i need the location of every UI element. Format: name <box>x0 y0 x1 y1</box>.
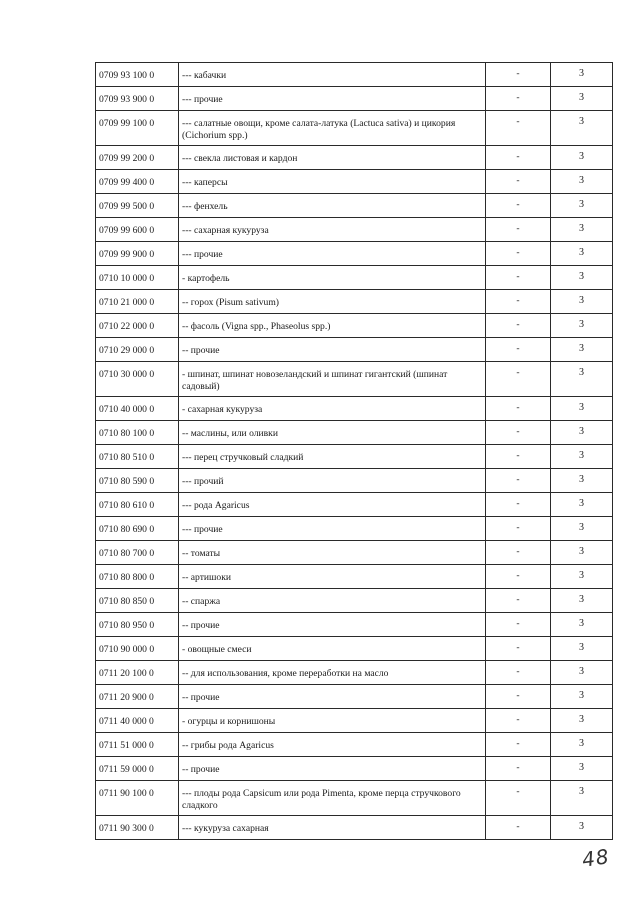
table-row <box>96 397 613 421</box>
tariff-code-cell: 0709 99 600 0 <box>96 218 179 242</box>
duty-cell: - <box>486 589 551 613</box>
duty-cell: - <box>486 314 551 338</box>
tariff-code-cell: 0710 10 000 0 <box>96 266 179 290</box>
description-cell: -- для использования, кроме переработки на масло <box>179 661 486 685</box>
description-cell: - овощные смеси <box>179 637 486 661</box>
rate-cell: 3 <box>551 87 613 111</box>
duty-cell: - <box>486 290 551 314</box>
rate-cell: 3 <box>551 637 613 661</box>
tariff-code-cell: 0710 80 850 0 <box>96 589 179 613</box>
tariff-code-cell: 0711 51 000 0 <box>96 733 179 757</box>
table-row <box>96 445 613 469</box>
tariff-table-body <box>96 63 613 840</box>
description-cell: -- фасоль (Vigna spp., Phaseolus spp.) <box>179 314 486 338</box>
description-cell: - картофель <box>179 266 486 290</box>
duty-cell: - <box>486 709 551 733</box>
tariff-code-cell: 0710 21 000 0 <box>96 290 179 314</box>
tariff-code-cell: 0709 99 900 0 <box>96 242 179 266</box>
tariff-table <box>95 62 613 840</box>
duty-cell: - <box>486 242 551 266</box>
tariff-code-cell: 0710 90 000 0 <box>96 637 179 661</box>
table-row <box>96 146 613 170</box>
rate-cell: 3 <box>551 733 613 757</box>
table-row <box>96 589 613 613</box>
duty-cell: - <box>486 541 551 565</box>
tariff-code-cell: 0709 93 900 0 <box>96 87 179 111</box>
tariff-code-cell: 0711 59 000 0 <box>96 757 179 781</box>
rate-cell: 3 <box>551 170 613 194</box>
description-cell: --- кукуруза сахарная <box>179 816 486 840</box>
description-cell: -- томаты <box>179 541 486 565</box>
rate-cell: 3 <box>551 218 613 242</box>
description-cell: -- артишоки <box>179 565 486 589</box>
rate-cell: 3 <box>551 314 613 338</box>
rate-cell: 3 <box>551 397 613 421</box>
table-row <box>96 781 613 816</box>
description-cell: --- сахарная кукуруза <box>179 218 486 242</box>
table-row <box>96 685 613 709</box>
tariff-code-cell: 0710 29 000 0 <box>96 338 179 362</box>
table-row <box>96 733 613 757</box>
table-row <box>96 661 613 685</box>
rate-cell: 3 <box>551 290 613 314</box>
table-row <box>96 170 613 194</box>
rate-cell: 3 <box>551 111 613 146</box>
rate-cell: 3 <box>551 541 613 565</box>
description-cell: --- свекла листовая и кардон <box>179 146 486 170</box>
description-cell: - сахарная кукуруза <box>179 397 486 421</box>
description-cell: --- кабачки <box>179 63 486 87</box>
duty-cell: - <box>486 816 551 840</box>
duty-cell: - <box>486 87 551 111</box>
tariff-code-cell: 0710 40 000 0 <box>96 397 179 421</box>
description-cell: --- прочие <box>179 242 486 266</box>
description-cell: - шпинат, шпинат новозеландский и шпинат гигантский (шпинат садовый) <box>179 362 486 397</box>
rate-cell: 3 <box>551 146 613 170</box>
table-row <box>96 87 613 111</box>
description-cell: --- фенхель <box>179 194 486 218</box>
description-cell: --- прочий <box>179 469 486 493</box>
duty-cell: - <box>486 146 551 170</box>
duty-cell: - <box>486 338 551 362</box>
table-row <box>96 338 613 362</box>
duty-cell: - <box>486 421 551 445</box>
tariff-code-cell: 0711 90 300 0 <box>96 816 179 840</box>
table-row <box>96 63 613 87</box>
duty-cell: - <box>486 170 551 194</box>
description-cell: --- каперсы <box>179 170 486 194</box>
table-row <box>96 362 613 397</box>
duty-cell: - <box>486 613 551 637</box>
tariff-code-cell: 0710 80 100 0 <box>96 421 179 445</box>
tariff-code-cell: 0709 99 500 0 <box>96 194 179 218</box>
table-row <box>96 111 613 146</box>
table-row <box>96 816 613 840</box>
description-cell: -- маслины, или оливки <box>179 421 486 445</box>
description-cell: --- перец стручковый сладкий <box>179 445 486 469</box>
rate-cell: 3 <box>551 661 613 685</box>
table-row <box>96 709 613 733</box>
tariff-code-cell: 0710 80 590 0 <box>96 469 179 493</box>
tariff-code-cell: 0711 40 000 0 <box>96 709 179 733</box>
table-row <box>96 757 613 781</box>
table-row <box>96 290 613 314</box>
duty-cell: - <box>486 397 551 421</box>
table-row <box>96 637 613 661</box>
duty-cell: - <box>486 565 551 589</box>
duty-cell: - <box>486 445 551 469</box>
table-row <box>96 493 613 517</box>
duty-cell: - <box>486 637 551 661</box>
description-cell: -- прочие <box>179 757 486 781</box>
tariff-code-cell: 0709 99 100 0 <box>96 111 179 146</box>
description-cell: --- салатные овощи, кроме салата-латука (Lactuca sativa) и цикория (Cichorium spp.) <box>179 111 486 146</box>
duty-cell: - <box>486 111 551 146</box>
description-cell: - огурцы и корнишоны <box>179 709 486 733</box>
rate-cell: 3 <box>551 266 613 290</box>
table-row <box>96 194 613 218</box>
tariff-code-cell: 0710 80 690 0 <box>96 517 179 541</box>
duty-cell: - <box>486 685 551 709</box>
tariff-code-cell: 0710 30 000 0 <box>96 362 179 397</box>
rate-cell: 3 <box>551 493 613 517</box>
description-cell: -- прочие <box>179 685 486 709</box>
description-cell: --- прочие <box>179 87 486 111</box>
tariff-code-cell: 0709 93 100 0 <box>96 63 179 87</box>
rate-cell: 3 <box>551 565 613 589</box>
table-row <box>96 266 613 290</box>
rate-cell: 3 <box>551 194 613 218</box>
table-row <box>96 421 613 445</box>
rate-cell: 3 <box>551 469 613 493</box>
rate-cell: 3 <box>551 685 613 709</box>
duty-cell: - <box>486 661 551 685</box>
table-row <box>96 242 613 266</box>
tariff-code-cell: 0711 20 100 0 <box>96 661 179 685</box>
description-cell: -- горох (Pisum sativum) <box>179 290 486 314</box>
description-cell: -- прочие <box>179 613 486 637</box>
duty-cell: - <box>486 469 551 493</box>
handwritten-page-number: 48 <box>580 844 611 872</box>
rate-cell: 3 <box>551 517 613 541</box>
duty-cell: - <box>486 362 551 397</box>
description-cell: -- спаржа <box>179 589 486 613</box>
table-row <box>96 565 613 589</box>
duty-cell: - <box>486 493 551 517</box>
tariff-code-cell: 0710 80 510 0 <box>96 445 179 469</box>
description-cell: -- грибы рода Agaricus <box>179 733 486 757</box>
description-cell: -- прочие <box>179 338 486 362</box>
tariff-code-cell: 0709 99 200 0 <box>96 146 179 170</box>
table-row <box>96 218 613 242</box>
duty-cell: - <box>486 63 551 87</box>
rate-cell: 3 <box>551 338 613 362</box>
rate-cell: 3 <box>551 757 613 781</box>
rate-cell: 3 <box>551 613 613 637</box>
rate-cell: 3 <box>551 421 613 445</box>
duty-cell: - <box>486 781 551 816</box>
rate-cell: 3 <box>551 63 613 87</box>
tariff-code-cell: 0711 20 900 0 <box>96 685 179 709</box>
rate-cell: 3 <box>551 816 613 840</box>
tariff-code-cell: 0709 99 400 0 <box>96 170 179 194</box>
rate-cell: 3 <box>551 445 613 469</box>
tariff-code-cell: 0710 80 610 0 <box>96 493 179 517</box>
table-row <box>96 541 613 565</box>
description-cell: --- прочие <box>179 517 486 541</box>
table-row <box>96 517 613 541</box>
rate-cell: 3 <box>551 589 613 613</box>
tariff-code-cell: 0710 80 800 0 <box>96 565 179 589</box>
tariff-code-cell: 0710 80 700 0 <box>96 541 179 565</box>
tariff-code-cell: 0710 22 000 0 <box>96 314 179 338</box>
description-cell: --- плоды рода Capsicum или рода Pimenta, кроме перца стручкового сладкого <box>179 781 486 816</box>
table-row <box>96 314 613 338</box>
table-row <box>96 613 613 637</box>
tariff-code-cell: 0711 90 100 0 <box>96 781 179 816</box>
rate-cell: 3 <box>551 242 613 266</box>
duty-cell: - <box>486 266 551 290</box>
description-cell: --- рода Agaricus <box>179 493 486 517</box>
rate-cell: 3 <box>551 781 613 816</box>
duty-cell: - <box>486 194 551 218</box>
duty-cell: - <box>486 218 551 242</box>
duty-cell: - <box>486 517 551 541</box>
duty-cell: - <box>486 733 551 757</box>
rate-cell: 3 <box>551 709 613 733</box>
rate-cell: 3 <box>551 362 613 397</box>
duty-cell: - <box>486 757 551 781</box>
table-row <box>96 469 613 493</box>
tariff-code-cell: 0710 80 950 0 <box>96 613 179 637</box>
